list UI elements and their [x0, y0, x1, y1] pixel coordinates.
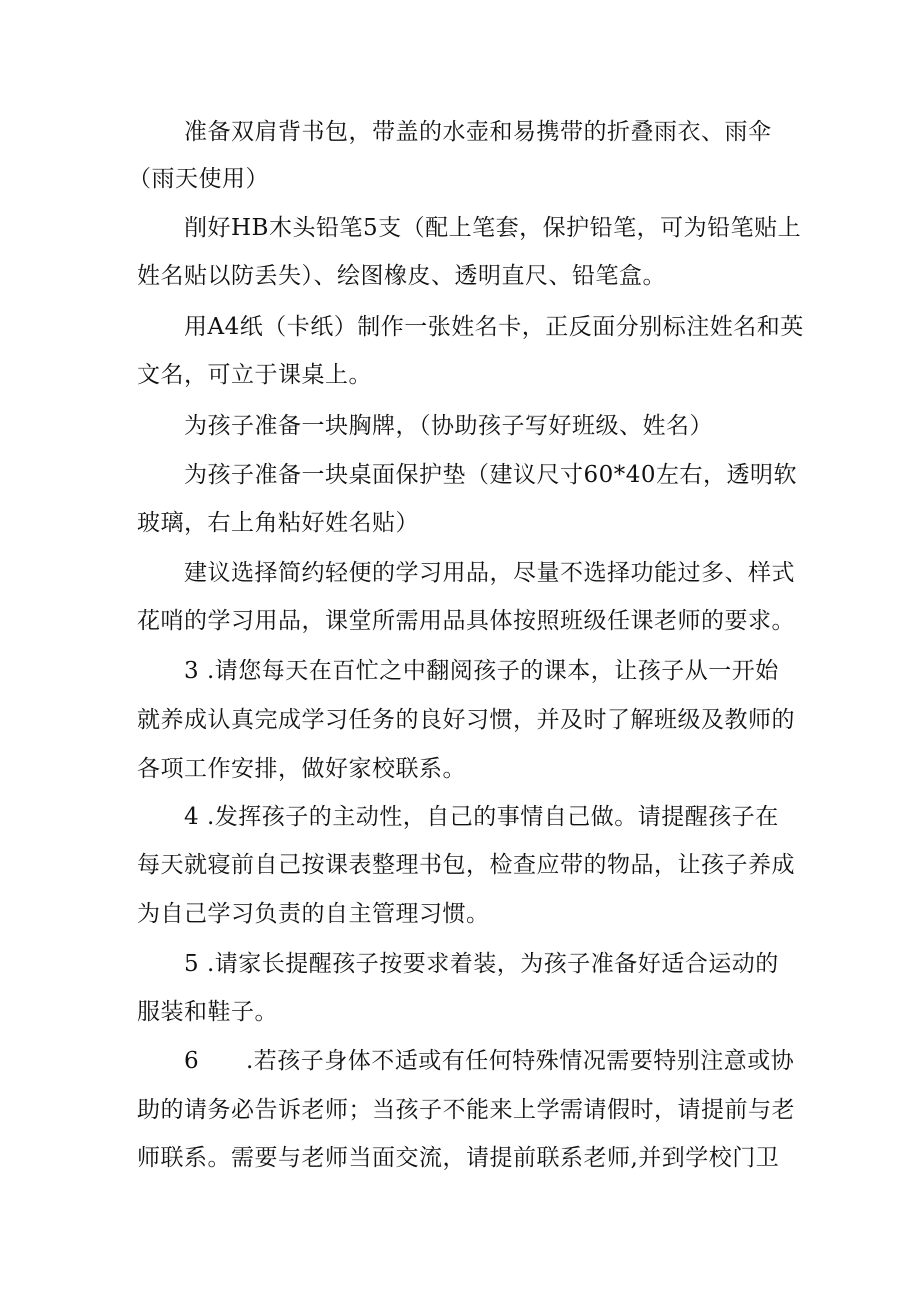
text-line: 4 .发挥孩子的主动性，自己的事情自己做。请提醒孩子在: [184, 804, 779, 830]
text-line: 师联系。需要与老师当面交流，请提前联系老师,并到学校门卫: [137, 1145, 780, 1171]
text-line: 为孩子准备一块胸牌，（协助孩子写好班级、姓名）: [184, 413, 713, 439]
text-line: 为孩子准备一块桌面保护垫（建议尺寸60*40左右，透明软: [184, 462, 798, 488]
text-line: 5 .请家长提醒孩子按要求着装，为孩子准备好适合运动的: [184, 951, 779, 977]
text-line: 就养成认真完成学习任务的良好习惯，并及时了解班级及教师的: [137, 707, 795, 733]
text-line: 6 .若孩子身体不适或有任何特殊情况需要特别注意或协: [184, 1048, 795, 1074]
text-line: 助的请务必告诉老师；当孩子不能来上学需请假时，请提前与老: [137, 1097, 795, 1123]
text-line: （雨天使用）: [128, 166, 269, 192]
text-line: 准备双肩背书包，带盖的水壶和易携带的折叠雨衣、雨伞: [184, 119, 772, 145]
text-line: 削好HB木头铅笔5支（配上笔套，保护铅笔，可为铅笔贴上: [184, 215, 802, 241]
text-line: 文名，可立于课桌上。: [137, 362, 372, 388]
text-line: 建议选择简约轻便的学习用品，尽量不选择功能过多、样式: [184, 560, 795, 586]
text-line: 每天就寝前自己按课表整理书包，检查应带的物品，让孩子养成: [137, 852, 795, 878]
text-line: 用A4纸（卡纸）制作一张姓名卡，正反面分别标注姓名和英: [184, 314, 804, 340]
text-line: 3 .请您每天在百忙之中翻阅孩子的课本，让孩子从一开始: [184, 658, 779, 684]
text-line: 各项工作安排，做好家校联系。: [137, 756, 466, 782]
text-line: 玻璃，右上角粘好姓名贴）: [137, 510, 419, 536]
text-line: 姓名贴以防丢失）、绘图橡皮、透明直尺、铅笔盒。: [137, 263, 666, 289]
text-line: 花哨的学习用品，课堂所需用品具体按照班级任课老师的要求。: [137, 608, 795, 634]
text-line: 服装和鞋子。: [137, 999, 278, 1025]
text-line: 为自己学习负责的自主管理习惯。: [137, 901, 490, 927]
